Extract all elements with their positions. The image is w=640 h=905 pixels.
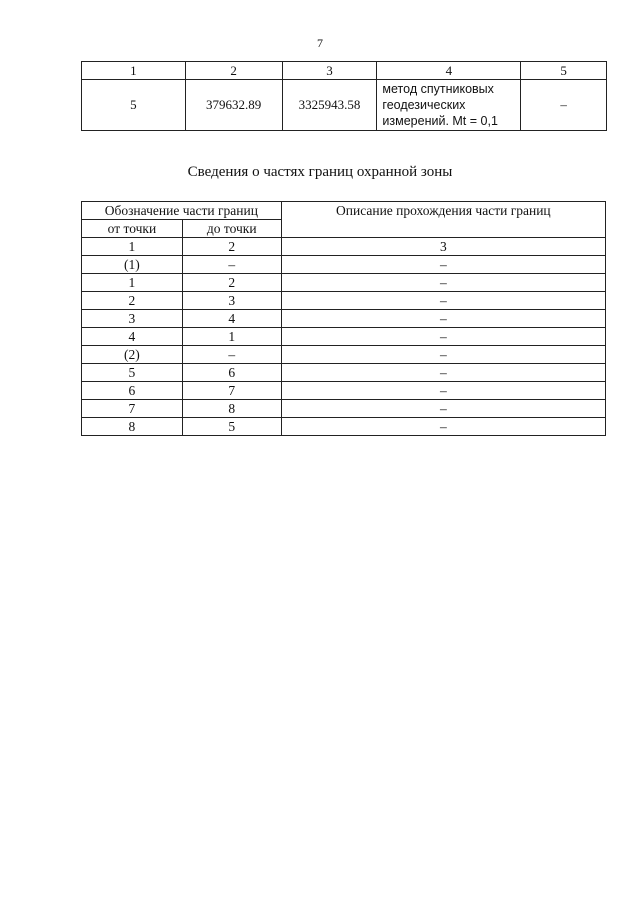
from-point-cell: 6 xyxy=(82,382,183,400)
header-cell: 1 xyxy=(82,62,186,80)
to-point-cell: – xyxy=(182,256,281,274)
header-cell: 5 xyxy=(521,62,607,80)
from-point-cell: 8 xyxy=(82,418,183,436)
from-point-cell: 7 xyxy=(82,400,183,418)
description-cell: – xyxy=(281,382,605,400)
from-point-cell: (1) xyxy=(82,256,183,274)
from-point-cell: 3 xyxy=(82,310,183,328)
coordinates-table xyxy=(81,61,607,131)
to-point-cell: 6 xyxy=(182,364,281,382)
page-number: 7 xyxy=(317,36,323,50)
description-cell: – xyxy=(281,364,605,382)
to-point-cell: 5 xyxy=(182,418,281,436)
boundary-parts-table xyxy=(81,201,606,436)
column-number-cell: 3 xyxy=(281,238,605,256)
description-header-cell: Описание прохождения части границ xyxy=(281,202,605,238)
section-title: Сведения о частях границ охранной зоны xyxy=(187,164,453,180)
table-row xyxy=(82,80,607,131)
to-point-cell: 7 xyxy=(182,382,281,400)
table-row xyxy=(82,292,606,310)
description-cell: – xyxy=(281,310,605,328)
to-point-cell: 3 xyxy=(182,292,281,310)
to-point-header: до точки xyxy=(182,220,281,238)
x-coordinate-cell: 379632.89 xyxy=(185,80,282,131)
table-row xyxy=(82,364,606,382)
method-cell: метод спутниковых геодезических измерений. Mt = 0,1 xyxy=(377,80,521,131)
description-cell: – xyxy=(281,274,605,292)
header-cell: 3 xyxy=(282,62,377,80)
description-cell: – xyxy=(281,256,605,274)
header-cell: 4 xyxy=(377,62,521,80)
description-cell: – xyxy=(281,328,605,346)
from-point-header: от точки xyxy=(82,220,183,238)
point-number-cell: 5 xyxy=(82,80,186,131)
table-row xyxy=(82,256,606,274)
column-number-cell: 1 xyxy=(82,238,183,256)
from-point-cell: 2 xyxy=(82,292,183,310)
from-point-cell: (2) xyxy=(82,346,183,364)
to-point-cell: 4 xyxy=(182,310,281,328)
from-point-cell: 5 xyxy=(82,364,183,382)
to-point-cell: 2 xyxy=(182,274,281,292)
table-row xyxy=(82,310,606,328)
description-cell: – xyxy=(281,292,605,310)
to-point-cell: – xyxy=(182,346,281,364)
to-point-cell: 1 xyxy=(182,328,281,346)
table-header-row xyxy=(82,202,606,220)
description-cell: – xyxy=(281,346,605,364)
accuracy-cell: – xyxy=(521,80,607,131)
from-point-cell: 1 xyxy=(82,274,183,292)
description-cell: – xyxy=(281,400,605,418)
table-row xyxy=(82,400,606,418)
table-row xyxy=(82,346,606,364)
table-header-row xyxy=(82,62,607,80)
y-coordinate-cell: 3325943.58 xyxy=(282,80,377,131)
description-cell: – xyxy=(281,418,605,436)
column-number-row xyxy=(82,238,606,256)
group-header-cell: Обозначение части границ xyxy=(82,202,282,220)
header-cell: 2 xyxy=(185,62,282,80)
column-number-cell: 2 xyxy=(182,238,281,256)
table-row xyxy=(82,382,606,400)
table-row xyxy=(82,274,606,292)
to-point-cell: 8 xyxy=(182,400,281,418)
from-point-cell: 4 xyxy=(82,328,183,346)
table-row xyxy=(82,328,606,346)
table-row xyxy=(82,418,606,436)
